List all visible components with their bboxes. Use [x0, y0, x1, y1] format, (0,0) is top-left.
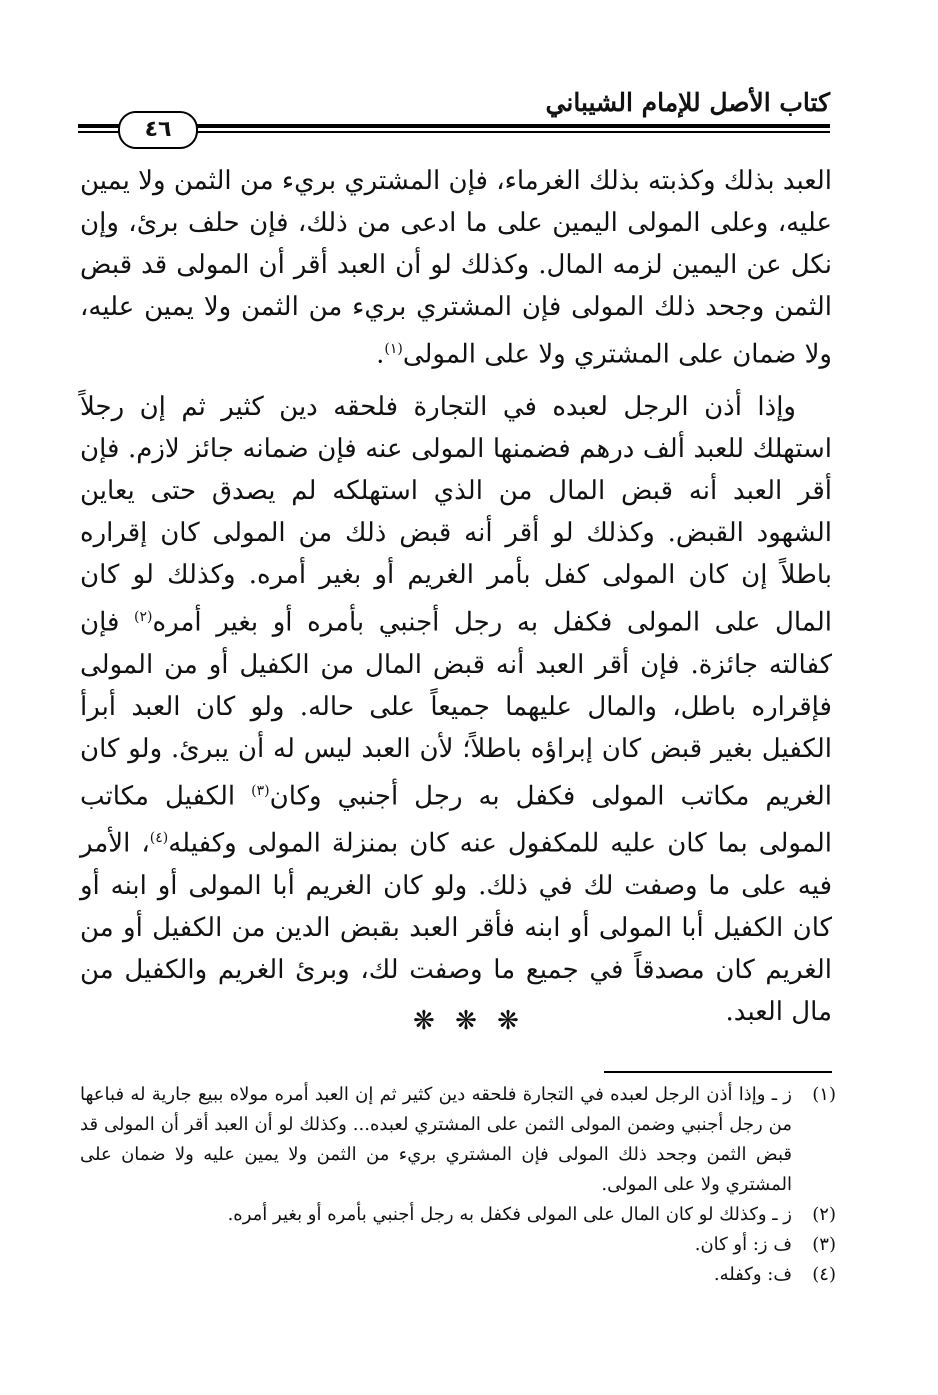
- footnote-item: [80, 1200, 836, 1230]
- paragraph-2-part-a: وإذا أذن الرجل لعبده في التجارة فلحقه دين كثير ثم إن رجلاً استهلك للعبد ألف درهم فضمنها المولى عنه فإن ضمانه جائز لازم. فإن أقر العبد أنه قبض المال من الذي استهلكه لم يصدق حتى يعاين الشهود القبض. وكذلك لو أقر أنه قبض ذلك من المولى كان إقراره باطلاً إن كان المولى كفل بأمر الغريم أو بغير أمره. وكذلك لو كان المال على المولى فكفل به رجل أجنبي بأمره أو بغير أمره: [80, 392, 832, 638]
- footnote-text: ف: وكفله.: [713, 1264, 792, 1285]
- footnote-ref-3: (٣): [251, 782, 270, 799]
- paragraph-2-part-c: الكفيل مكاتب المولى بما كان عليه للمكفول عنه كان بمنزلة المولى وكفيله: [80, 781, 832, 859]
- footnote-item: [80, 1260, 836, 1290]
- paragraph-1-text: العبد بذلك وكذبته بذلك الغرماء، فإن المشتري بريء من الثمن ولا يمين عليه، وعلى المولى اليمين على ما ادعى من ذلك، فإن حلف برئ، وإن نكل عن اليمين لزمه المال. وكذلك لو أن العبد أقر أن المولى قد قبض الثمن وجحد ذلك المولى فإن المشتري بريء من الثمن ولا يمين عليه، ولا ضمان على المشتري ولا على المولى: [80, 166, 832, 370]
- paragraph-2-part-b: فإن كفالته جائزة. فإن أقر العبد أنه قبض المال من الكفيل أو من المولى فإقراره باطل، والمال عليهما جميعاً على حاله. ولو كان العبد أبرأ الكفيل بغير قبض كان إبراؤه باطلاً؛ لأن العبد ليس له أن يبرئ. ولو كان الغريم مكاتب المولى فكفل به رجل أجنبي وكان: [80, 607, 832, 812]
- page-number-badge: ٤٦: [118, 111, 198, 149]
- section-ornament: ❋ ❋ ❋: [413, 1006, 525, 1036]
- paragraph-2-part-d: ، الأمر فيه على ما وصفت لك في ذلك. ولو كان الغريم أبا المولى أو ابنه أو كان الكفيل أبا المولى أو ابنه فأقر العبد بقبض الدين من الكفيل أو من الغريم كان مصدقاً في جميع ما وصفت لك، وبرئ الغريم والكفيل من مال العبد.: [80, 828, 832, 1027]
- footnote-separator: [604, 1071, 832, 1073]
- footnote-number: (٢): [812, 1204, 836, 1225]
- paragraph-1: [80, 160, 832, 376]
- footnote-text: ف ز: أو كان.: [694, 1234, 792, 1255]
- footnote-ref-4: (٤): [149, 830, 169, 847]
- footnote-number: (٤): [812, 1264, 836, 1285]
- paragraph-2: [80, 386, 832, 1033]
- footnotes: [80, 1080, 836, 1290]
- footnote-ref-2: (٢): [134, 609, 153, 625]
- paragraph-1-end: .: [376, 339, 385, 370]
- footnote-ref-1: (١): [384, 341, 403, 357]
- running-header-title: كتاب الأصل للإمام الشيباني: [545, 88, 830, 117]
- footnote-item: [80, 1230, 836, 1260]
- footnote-text: ز ـ وإذا أذن الرجل لعبده في التجارة فلحقه دين كثير ثم إن العبد أمره مولاه ببيع جارية له فباعها من رجل أجنبي وضمن المولى الثمن على المشتري لعبده... وكذلك لو أن العبد أقر أن المولى قد قبض الثمن وجحد ذلك المولى فإن المشتري بريء من الثمن ولا يمين عليه ولا ضمان على المشتري ولا على المولى.: [80, 1084, 792, 1195]
- footnote-item: [80, 1080, 836, 1200]
- footnote-number: (٣): [812, 1234, 836, 1255]
- footnote-text: ز ـ وكذلك لو كان المال على المولى فكفل به رجل أجنبي بأمره أو بغير أمره.: [227, 1204, 792, 1225]
- footnote-number: (١): [812, 1084, 836, 1105]
